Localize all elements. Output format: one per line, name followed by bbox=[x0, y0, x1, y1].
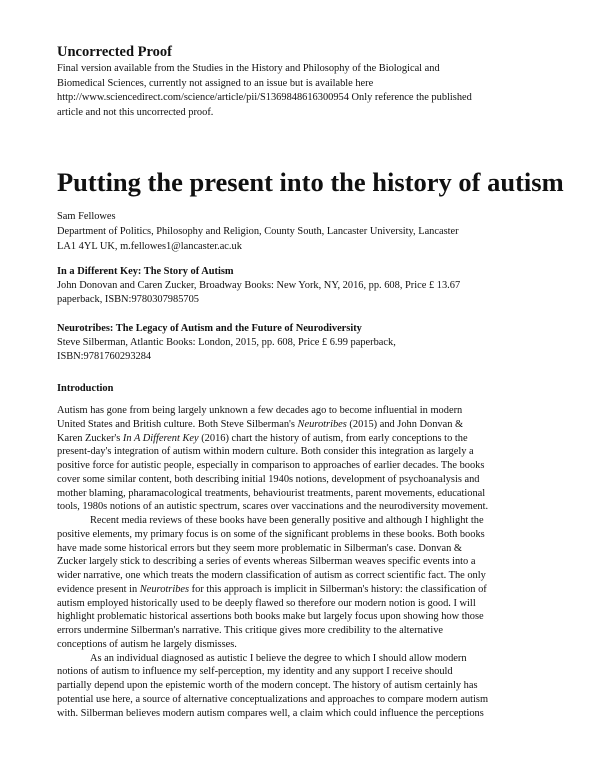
body-line: positive force for autistic people, especially in comparison to approaches of earlier decades. The books bbox=[57, 460, 485, 471]
proof-heading: Uncorrected Proof bbox=[57, 44, 173, 60]
review-details: paperback, ISBN:9780307985705 bbox=[57, 293, 199, 305]
body-line: positive elements, my primary focus is on some of the significant problems in these books. Both books bbox=[57, 528, 485, 540]
review-2 bbox=[57, 322, 557, 363]
body-line: tools, 1980s notions of an autistic spectrum, scares over vaccinations and the neurodiversity movement. bbox=[57, 501, 489, 513]
article-title: Putting the present into the history of autism bbox=[57, 167, 564, 197]
book-title: Neurotribes bbox=[297, 418, 347, 430]
review-1 bbox=[57, 265, 557, 306]
body-line: Recent media reviews of these books have been generally positive and although I highlight the bbox=[90, 515, 484, 526]
proof-line: Final version available from the Studies in the History and Philosophy of the Biological and bbox=[57, 63, 440, 74]
review-title: In a Different Key: The Story of Autism bbox=[57, 266, 234, 277]
review-details: Steve Silberman, Atlantic Books: London, 2015, pp. 608, Price £ 6.99 paperback, bbox=[57, 336, 396, 348]
body-line: Karen Zucker's In A Different Key (2016) chart the history of autism, from early conceptions to the bbox=[57, 432, 468, 444]
body-line: Zucker largely stick to describing a series of events whereas Silberman weaves specific events into a bbox=[57, 556, 476, 568]
author-name: Sam Fellowes bbox=[57, 211, 116, 222]
body-text bbox=[57, 404, 550, 720]
review-details: ISBN:9781760293284 bbox=[57, 350, 152, 362]
body-line: autism employed historically used to be deeply flawed so therefore our modern notion is good. I will bbox=[57, 597, 476, 609]
author-affiliation: Department of Politics, Philosophy and Religion, County South, Lancaster University, Lancaster bbox=[57, 225, 459, 237]
body-line: mother blaming, pharamacological treatments, behaviourist treatments, parent movements, educational bbox=[57, 487, 486, 499]
review-details: John Donovan and Caren Zucker, Broadway Books: New York, NY, 2016, pp. 608, Price £ 13.67 bbox=[57, 279, 461, 291]
body-line: potential use here, a source of alternative conceptualizations and approaches to compare modern autism bbox=[57, 693, 489, 705]
body-line: Autism has gone from being largely unknown a few decades ago to become influential in modern bbox=[57, 405, 463, 416]
author-block bbox=[57, 210, 557, 254]
body-line: wider narrative, one which treats the modern classification of autism as correct scientific fact. The only bbox=[57, 570, 486, 581]
body-line: partially depend upon the epistemic worth of the modern concept. The history of autism certainly has bbox=[57, 680, 478, 691]
author-affiliation: LA1 4YL UK, m.fellowes1@lancaster.ac.uk bbox=[57, 240, 242, 252]
proof-line: article and not this uncorrected proof. bbox=[57, 106, 214, 118]
body-line: evidence present in Neurotribes for this approach is implicit in Silberman's history: the classification of bbox=[57, 583, 487, 595]
body-line: have made some historical errors but they seem more problematic in Silberman's case. Donvan & bbox=[57, 542, 462, 554]
body-line: United States and British culture. Both Steve Silberman's Neurotribes (2015) and John Donvan & bbox=[57, 418, 464, 430]
body-line: cover some similar content, both describing initial 1940s notions, development of psychoanalysis and bbox=[57, 473, 480, 485]
proof-notice bbox=[57, 62, 557, 120]
section-heading: Introduction bbox=[57, 383, 114, 394]
review-title: Neurotribes: The Legacy of Autism and the Future of Neurodiversity bbox=[57, 323, 362, 334]
body-line: errors undermine Silberman's narrative. This critique gives more credibility to the alternative bbox=[57, 625, 444, 636]
body-line: present-day's integration of autism within modern culture. Both consider this integration as largely a bbox=[57, 446, 474, 458]
body-line: As an individual diagnosed as autistic I believe the degree to which I should allow modern bbox=[90, 652, 467, 664]
body-line: highlight problematic historical assertions both books make but largely focus upon showing how those bbox=[57, 611, 484, 623]
proof-line: http://www.sciencedirect.com/science/article/pii/S1369848616300954 Only reference the published bbox=[57, 92, 472, 104]
body-line: notions of autism to influence my self-perception, my identity and any support I receive should bbox=[57, 666, 453, 678]
book-title: Neurotribes bbox=[139, 583, 190, 595]
book-title: In A Different Key bbox=[122, 432, 199, 444]
body-line: with. Silberman believes modern autism compares well, a claim which could influence the perceptions bbox=[57, 707, 484, 719]
body-line: conceptions of autism he largely dismisses. bbox=[57, 638, 237, 650]
proof-line: Biomedical Sciences, currently not assigned to an issue but is available here bbox=[57, 77, 374, 89]
